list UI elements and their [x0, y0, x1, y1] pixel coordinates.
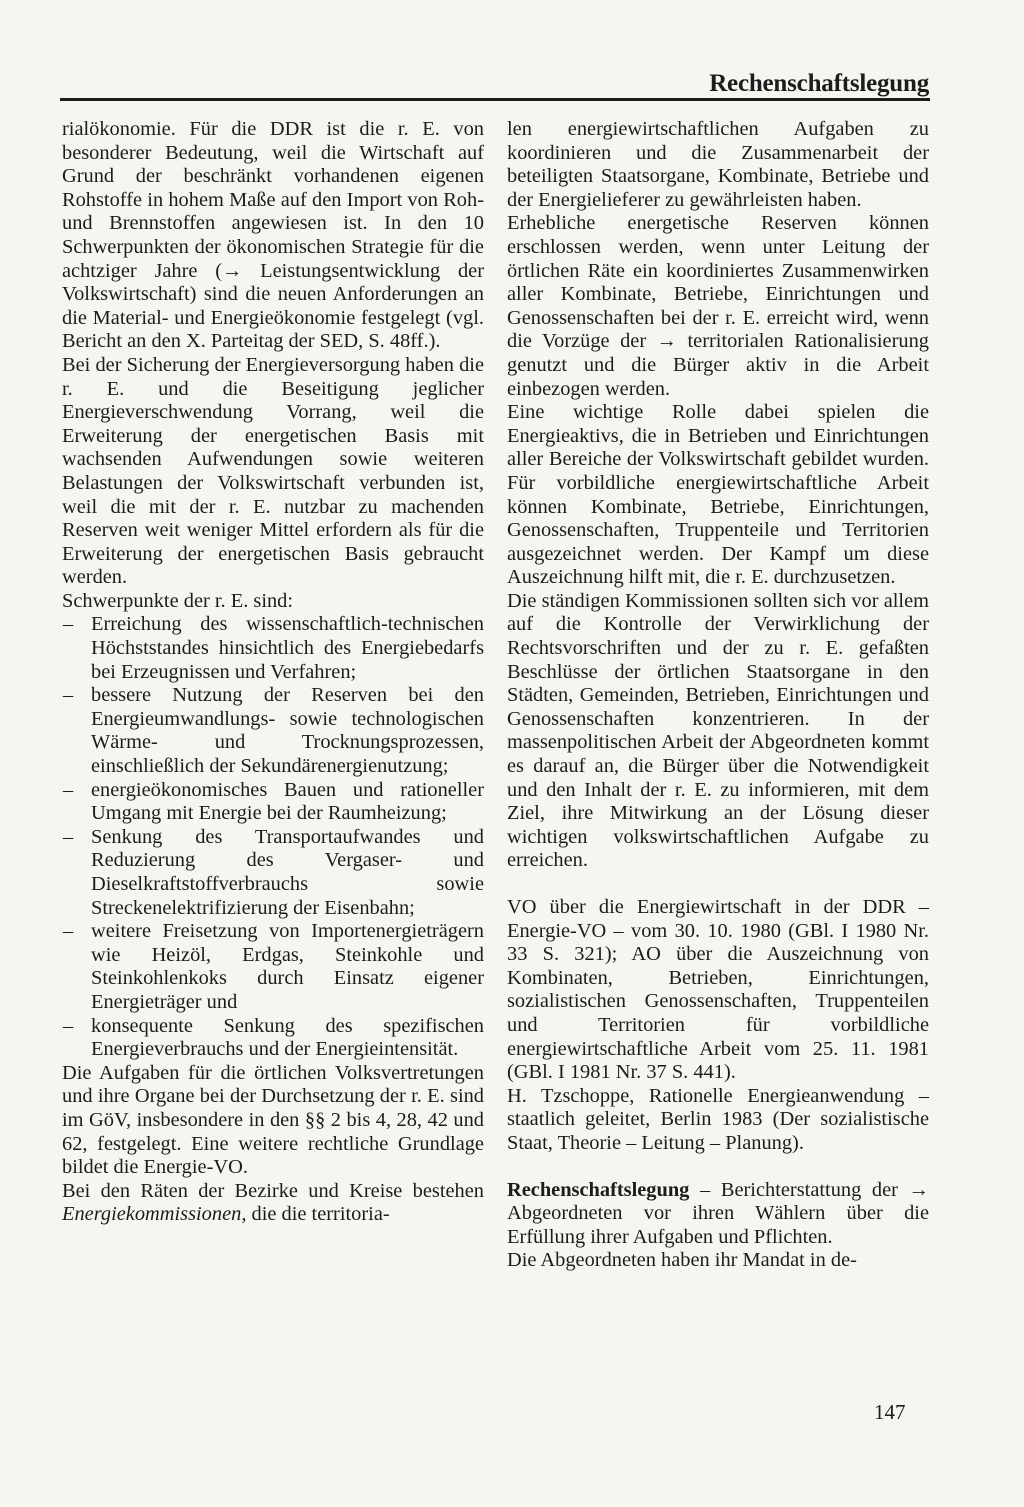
running-header: Rechenschaftslegung [709, 70, 929, 97]
list-item: – Senkung des Transportaufwandes und Reduzierung des Vergaser- und Dieselkraftstoffverbrauchs sowie Streckenelektrifizierung der Eisenbahn; [62, 826, 484, 920]
list-item: – energieökonomisches Bauen und rationeller Umgang mit Energie bei der Raumheizung; [62, 779, 484, 826]
right-column [507, 118, 929, 1273]
header-rule [60, 98, 930, 101]
page-number: 147 [874, 1400, 906, 1424]
list-item: – weitere Freisetzung von Importenergieträgern wie Heizöl, Erdgas, Steinkohle und Steinkohlenkoks durch Einsatz eigener Energieträger und [62, 920, 484, 1014]
paragraph: Eine wichtige Rolle dabei spielen die Energieaktivs, die in Betrieben und Einrichtungen aller Bereiche der Volkswirtschaft gebildet wurden. Für vorbildliche energiewirtschaftliche Arbeit können Kombinate, Betriebe, Einrichtungen, Genossenschaften, Truppenteile und Territorien ausgezeichnet werden. Der Kampf um diese Auszeichnung hilft mit, die r. E. durchzusetzen. [507, 401, 929, 589]
paragraph: Die Aufgaben für die örtlichen Volksvertretungen und ihre Organe bei der Durchsetzung der r. E. sind im GöV, insbesondere in den §§ 2 bis 4, 28, 42 und 62, festgelegt. Eine weitere rechtliche Grundlage bildet die Energie-VO. [62, 1061, 484, 1179]
reference: VO über die Energiewirtschaft in der DDR – Energie-VO – vom 30. 10. 1980 (GBl. I 1980 Nr. 33 S. 321); AO über die Auszeichnung von Kombinaten, Betrieben, Einrichtungen, sozialistischen Genossenschaften, Truppenteilen und Territorien für vorbildliche energiewirtschaftliche Arbeit vom 25. 11. 1981 (GBl. I 1981 Nr. 37 S. 441). [507, 896, 929, 1084]
emphasized-term: Energiekommissionen, [62, 1203, 247, 1226]
paragraph-text: die die territoria- [246, 1203, 390, 1226]
paragraph-text: Bei den Räten der Bezirke und Kreise bestehen [62, 1179, 484, 1202]
paragraph: len energiewirtschaftlichen Aufgaben zu koordinieren und die Zusammenarbeit der beteiligten Staatsorgane, Kombinate, Betriebe und der Energielieferer zu gewährleisten haben. [507, 118, 929, 211]
priority-list [62, 613, 484, 1061]
paragraph: Erhebliche energetische Reserven können erschlossen werden, wenn unter Leitung der örtlichen Räte ein koordiniertes Zusammenwirken aller Kombinate, Betriebe, Einrichtungen und Genossenschaften bei der r. E. erreicht wird, wenn die Vorzüge der → territorialen Rationalisierung genutzt und die Bürger aktiv in die Arbeit einbezogen werden. [507, 212, 929, 400]
spacer [507, 873, 929, 896]
reference: H. Tzschoppe, Rationelle Energieanwendung – staatlich geleitet, Berlin 1983 (Der sozialistische Staat, Theorie – Leitung – Planung). [507, 1084, 929, 1154]
list-item: – konsequente Senkung des spezifischen Energieverbrauchs und der Energieintensität. [62, 1015, 484, 1062]
paragraph [62, 1180, 484, 1227]
paragraph: rialökonomie. Für die DDR ist die r. E. von besonderer Bedeutung, weil die Wirtschaft auf Grund der beschränkt vorhandenen eigenen Rohstoffe in hohem Maße auf den Import von Roh- und Brennstoffen angewiesen ist. In den 10 Schwerpunkten der ökonomischen Strategie für die achtziger Jahre (→ Leistungsentwicklung der Volkswirtschaft) sind die neuen Anforderungen an die Material- und Energieökonomie festgelegt (vgl. Bericht an den X. Parteitag der SED, S. 48ff.). [62, 118, 484, 353]
left-column [62, 118, 484, 1227]
entry-definition: – Berichterstattung der → Abgeordneten vor ihren Wählern über die Erfüllung ihrer Aufgaben und Pflichten. [507, 1178, 929, 1248]
list-item: – bessere Nutzung der Reserven bei den Energieumwandlungs- sowie technologischen Wärme- und Trocknungsprozessen, einschließlich der Sekundärenergienutzung; [62, 684, 484, 778]
list-intro: Schwerpunkte der r. E. sind: [62, 589, 294, 612]
spacer [507, 1156, 929, 1179]
list-item: – Erreichung des wissenschaftlich-technischen Höchststandes hinsichtlich des Energiebedarfs bei Erzeugnissen und Verfahren; [62, 613, 484, 684]
entry-term: Rechenschaftslegung [507, 1178, 690, 1201]
dictionary-entry [507, 1179, 929, 1250]
paragraph: Bei der Sicherung der Energieversorgung haben die r. E. und die Beseitigung jeglicher Energieverschwendung Vorrang, weil die Erweiterung der energetischen Basis mit wachsenden Aufwendungen sowie weiteren Belastungen der Volkswirtschaft verbunden ist, weil die mit der r. E. nutzbar zu machenden Reserven weit weniger Mittel erfordern als für die Erweiterung der energetischen Basis gebraucht werden. [62, 353, 484, 589]
paragraph: Die ständigen Kommissionen sollten sich vor allem auf die Kontrolle der Verwirklichung der Rechtsvorschriften und der zu r. E. gefaßten Beschlüsse der örtlichen Staatsorgane in den Städten, Gemeinden, Betrieben, Einrichtungen und Genossenschaften konzentrieren. In der massenpolitischen Arbeit der Abgeordneten kommt es darauf an, die Bürger über die Notwendigkeit und den Inhalt der r. E. zu informieren, mit dem Ziel, ihre Mitwirkung an der Lösung dieser wichtigen volkswirtschaftlichen Aufgabe zu erreichen. [507, 589, 929, 872]
paragraph: Die Abgeordneten haben ihr Mandat in de- [507, 1249, 857, 1272]
